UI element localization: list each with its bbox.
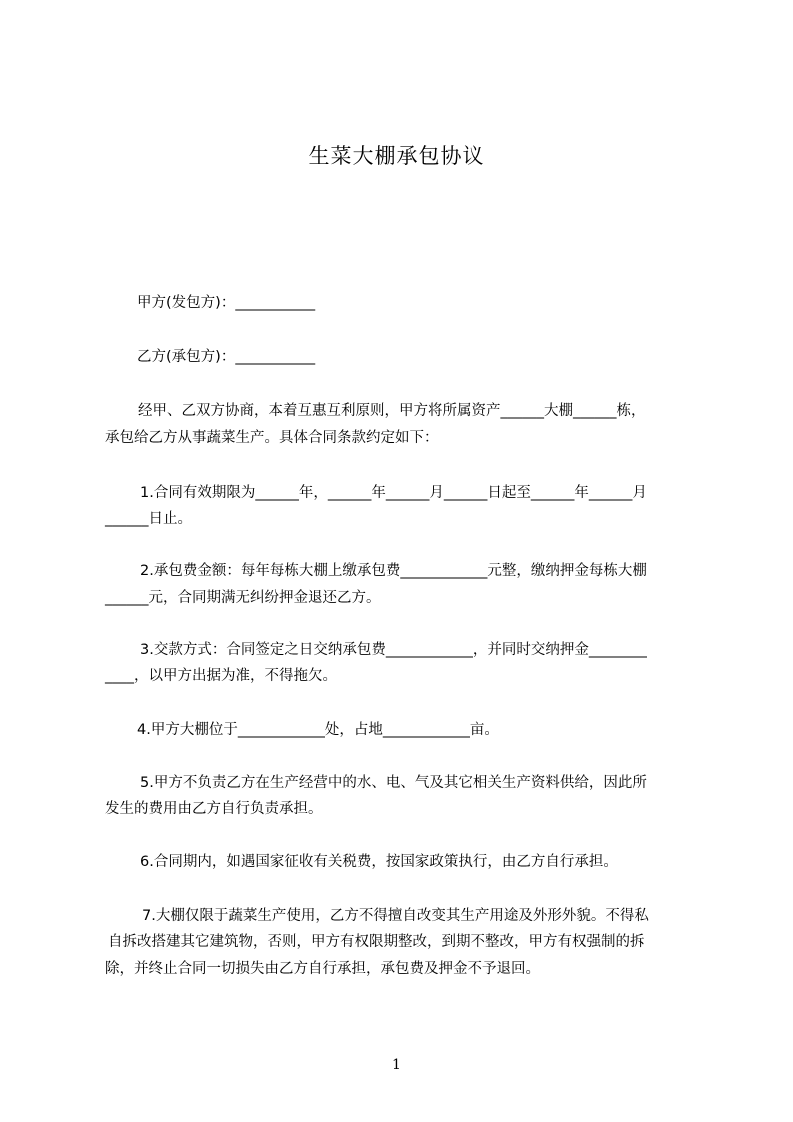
clause-3-line-1: 3.交款方式：合同签定之日交纳承包费____________，并同时交纳押金________ xyxy=(140,642,647,658)
party-a-line: 甲方(发包方)：___________ xyxy=(137,295,316,311)
party-b-line: 乙方(承包方)：___________ xyxy=(137,349,316,365)
clause-2-line-2: ______元，合同期满无纠纷押金退还乙方。 xyxy=(105,590,381,606)
document-title: 生菜大棚承包协议 xyxy=(308,144,485,168)
clause-5-line-1: 5.甲方不负责乙方在生产经营中的水、电、气及其它相关生产资料供给，因此所 xyxy=(140,775,647,791)
page-number: 1 xyxy=(392,1057,401,1073)
intro-line-2: 承包给乙方从事蔬菜生产。具体合同条款约定如下： xyxy=(105,430,439,446)
clause-7-line-3: 除，并终止合同一切损失由乙方自行承担，承包费及押金不予退回。 xyxy=(105,961,540,977)
clause-1-line-1: 1.合同有效期限为______年，______年______月______日起至______年______月 xyxy=(140,485,647,501)
clause-1-line-2: ______日止。 xyxy=(105,511,192,527)
clause-2-line-1: 2.承包费金额：每年每栋大棚上缴承包费____________元整，缴纳押金每栋大棚 xyxy=(140,563,647,579)
clause-5-line-2: 发生的费用由乙方自行负责承担。 xyxy=(105,801,323,817)
clause-7-line-2: 自拆改搭建其它建筑物，否则，甲方有权限期整改，到期不整改，甲方有权强制的拆 xyxy=(108,934,645,950)
clause-6-line-1: 6.合同期内，如遇国家征收有关税费，按国家政策执行，由乙方自行承担。 xyxy=(140,854,618,870)
clause-4-line-1: 4.甲方大棚位于____________处，占地____________亩。 xyxy=(137,722,499,738)
clause-7-line-1: 7.大棚仅限于蔬菜生产使用，乙方不得擅自改变其生产用途及外形外貌。不得私 xyxy=(142,908,649,924)
intro-line-1: 经甲、乙双方协商，本着互惠互利原则，甲方将所属资产______大棚______栋， xyxy=(138,403,646,419)
clause-3-line-2: ____，以甲方出据为准，不得拖欠。 xyxy=(105,668,337,684)
